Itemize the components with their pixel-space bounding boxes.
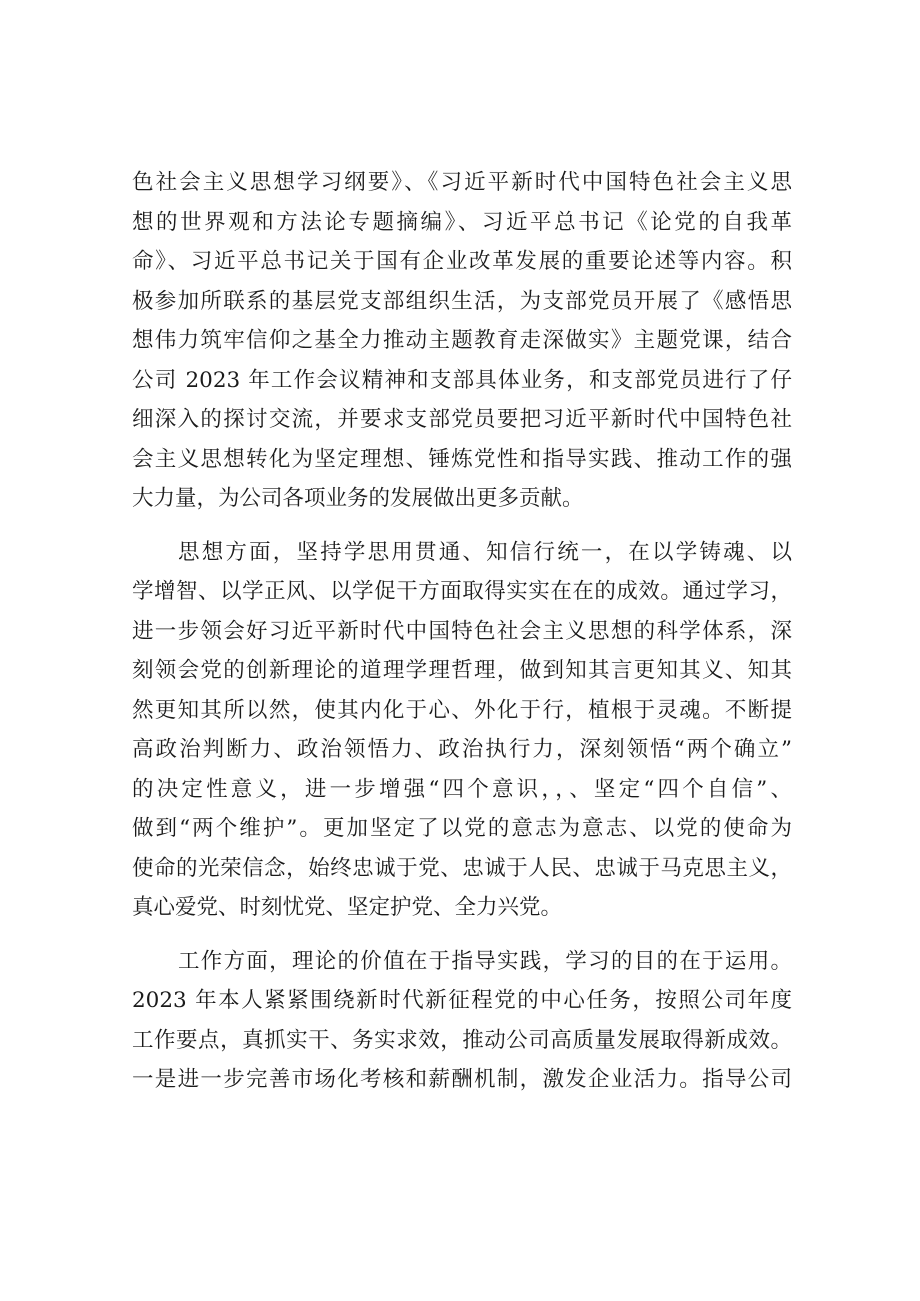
text-line: 进一步领会好习近平新时代中国特色社会主义思想的科学体系，深 [132,618,792,644]
text-line: 会主义思想转化为坚定理想、锤炼党性和指导实践、推动工作的强 [132,446,792,472]
text-line: 学增智、以学正风、以学促干方面取得实实在在的成效。通过学习， [132,579,792,604]
text-line: 工作要点，真抓实干、务实求效，推动公司高质量发展取得新成效。 [132,1027,792,1053]
text-line: 2023 年本人紧紧围绕新时代新征程党的中心任务，按照公司年度 [132,988,792,1013]
paragraph-p3 [132,942,792,1100]
text-line: 想伟力筑牢信仰之基全力推动主题教育走深做实》主题党课，结合 [132,328,792,353]
paragraph-gap [132,928,792,942]
text-line: 一是进一步完善市场化考核和薪酬机制，激发企业活力。指导公司 [132,1067,792,1092]
paragraph-p1 [132,163,792,519]
text-line: 极参加所联系的基层党支部组织生活，为支部党员开展了《感悟思 [132,288,792,314]
text-line: 然更知其所以然，使其内化于心、外化于行，植根于灵魂。不断提 [132,697,792,723]
text-line: 公司 2023 年工作会议精神和支部具体业务，和支部党员进行了仔 [132,367,792,393]
text-line: 高政治判断力、政治领悟力、政治执行力，深刻领悟“两个确立” [132,737,792,762]
text-line: 命》、习近平总书记关于国有企业改革发展的重要论述等内容。积 [132,249,792,274]
text-line: 细深入的探讨交流，并要求支部党员要把习近平新时代中国特色社 [132,407,792,432]
document-body [132,163,792,1100]
paragraph-gap [132,519,792,533]
text-line: 工作方面，理论的价值在于指导实践，学习的目的在于运用。 [178,948,792,974]
text-line: 的决定性意义，进一步增强“四个意识，，、坚定“四个自信”、 [132,776,792,802]
text-line: 刻领会党的创新理论的道理学理哲理，做到知其言更知其义、知其 [132,658,792,683]
text-line: 想的世界观和方法论专题摘编》、习近平总书记《论党的自我革 [132,209,792,235]
text-line: 大力量，为公司各项业务的发展做出更多贡献。 [132,486,584,511]
text-line: 色社会主义思想学习纲要》、《习近平新时代中国特色社会主义思 [132,170,792,195]
paragraph-p2 [132,533,792,928]
text-line: 做到“两个维护”。更加坚定了以党的意志为意志、以党的使命为 [132,816,792,841]
text-line: 使命的光荣信念，始终忠诚于党、忠诚于人民、忠诚于马克思主义， [132,855,792,881]
text-line: 真心爱党、时刻忧党、坚定护党、全力兴党。 [132,895,563,920]
text-line: 思想方面，坚持学思用贯通、知信行统一，在以学铸魂、以 [178,539,792,565]
